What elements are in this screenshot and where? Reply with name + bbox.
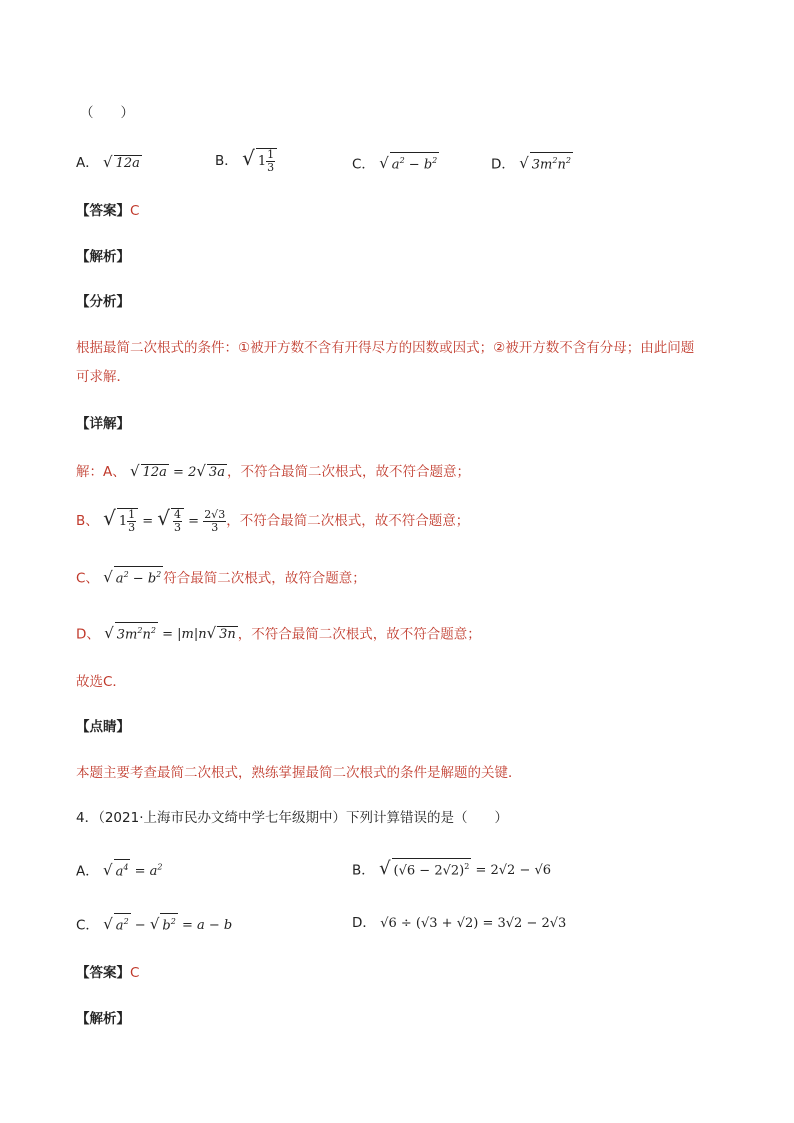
q3-option-b bbox=[215, 148, 277, 174]
q3-answer bbox=[76, 201, 139, 221]
q3-detail-d-expr: √ $3m^2n^2 = |m|n√$ 3n bbox=[104, 627, 238, 642]
q3-answer-value: C bbox=[130, 203, 140, 219]
q3-option-d-expr: √ $3m^2n^2$ bbox=[519, 157, 573, 172]
q4-option-a-label: A． bbox=[76, 863, 99, 880]
q3-detail-c-prefix: C、 bbox=[76, 570, 99, 587]
q4-stem: 4．（2021·上海市民办文绮中学七年级期中）下列计算错误的是（ ） bbox=[76, 810, 508, 826]
q3-stem-tail: （ ） bbox=[80, 105, 134, 121]
q3-detail-c-expr: √ $a^2 - b^2$ bbox=[103, 571, 163, 586]
q4-answer-value: C bbox=[130, 965, 140, 981]
q3-option-b-expr: √ 1 $\frac{1}{3}$ bbox=[242, 154, 277, 169]
q3-detail-d-prefix: D、 bbox=[76, 626, 100, 643]
q3-option-c bbox=[352, 152, 439, 175]
q3-detail-c-text: 符合最简二次根式，故符合题意； bbox=[163, 570, 366, 587]
q4-option-b-expr: √ $(√6 - 2√2)^2 = 2√2 - √6$ bbox=[379, 858, 552, 880]
q3-detail-a-expr: √ 12a = 2√ 3a bbox=[130, 462, 225, 480]
q3-detail-a-prefix: 解：A、 bbox=[76, 464, 126, 480]
q4-option-c-expr: √ $a^2$ − √ $b^2 = a - b$ bbox=[103, 918, 232, 933]
q3-option-c-expr: √ $a^2 - b^2$ bbox=[379, 157, 439, 172]
q4-option-a bbox=[76, 858, 163, 882]
q3-option-b-label: B． bbox=[215, 153, 238, 169]
q3-option-a-label: A． bbox=[76, 155, 99, 171]
q3-option-d-label: D． bbox=[491, 156, 515, 173]
q3-detail-a-text: ，不符合最简二次根式，故不符合题意； bbox=[226, 464, 470, 480]
q3-detail-a bbox=[76, 461, 470, 483]
q3-fenxi-line1: 根据最简二次根式的条件：①被开方数不含有开得尽方的因数或因式；②被开方数不含有分母；由此问题 bbox=[76, 340, 695, 356]
q3-answer-label: 【答案】 bbox=[76, 203, 130, 219]
q3-option-c-label: C． bbox=[352, 156, 375, 173]
q3-detail-b bbox=[76, 508, 469, 534]
q4-answer bbox=[76, 963, 139, 983]
q4-option-b bbox=[352, 858, 551, 881]
q3-detail-d bbox=[76, 622, 481, 645]
q3-fenxi-label: 【分析】 bbox=[76, 294, 130, 310]
q4-option-a-expr: √ $a^4 = a^2$ bbox=[103, 864, 162, 879]
q3-dianjing-label: 【点睛】 bbox=[76, 719, 130, 735]
q3-option-d bbox=[491, 152, 573, 175]
q3-option-a-expr: √ 12a bbox=[103, 153, 140, 171]
q3-detail-b-expr: √ 1 $\frac{1}{3}$ = √ $\frac{4}{3}$ = $\frac{2√3}{3}$ bbox=[103, 506, 226, 534]
q3-fenxi-line2: 可求解． bbox=[76, 369, 130, 385]
q3-detail-b-text: ，不符合最简二次根式，故不符合题意； bbox=[226, 513, 470, 529]
q3-analysis-label: 【解析】 bbox=[76, 249, 130, 265]
q4-analysis-label: 【解析】 bbox=[76, 1011, 130, 1027]
q4-option-b-label: B． bbox=[352, 862, 375, 879]
q4-option-c-label: C． bbox=[76, 917, 99, 934]
q3-detail-label: 【详解】 bbox=[76, 416, 130, 432]
q3-detail-c bbox=[76, 566, 366, 589]
q4-answer-label: 【答案】 bbox=[76, 965, 130, 981]
q4-option-d bbox=[352, 913, 566, 934]
q4-option-d-label: D． bbox=[352, 915, 376, 931]
q3-detail-b-prefix: B、 bbox=[76, 513, 99, 529]
q3-conclusion: 故选C． bbox=[76, 674, 126, 690]
q3-detail-d-text: ，不符合最简二次根式，故不符合题意； bbox=[237, 626, 481, 643]
q3-dianjing-text: 本题主要考查最简二次根式，熟练掌握最简二次根式的条件是解题的关键． bbox=[76, 765, 522, 781]
q4-option-c bbox=[76, 913, 232, 936]
q3-option-a bbox=[76, 152, 142, 174]
q4-option-d-expr: √6 ÷ (√3 + √2) = 3√2 − 2√3 bbox=[380, 916, 567, 931]
